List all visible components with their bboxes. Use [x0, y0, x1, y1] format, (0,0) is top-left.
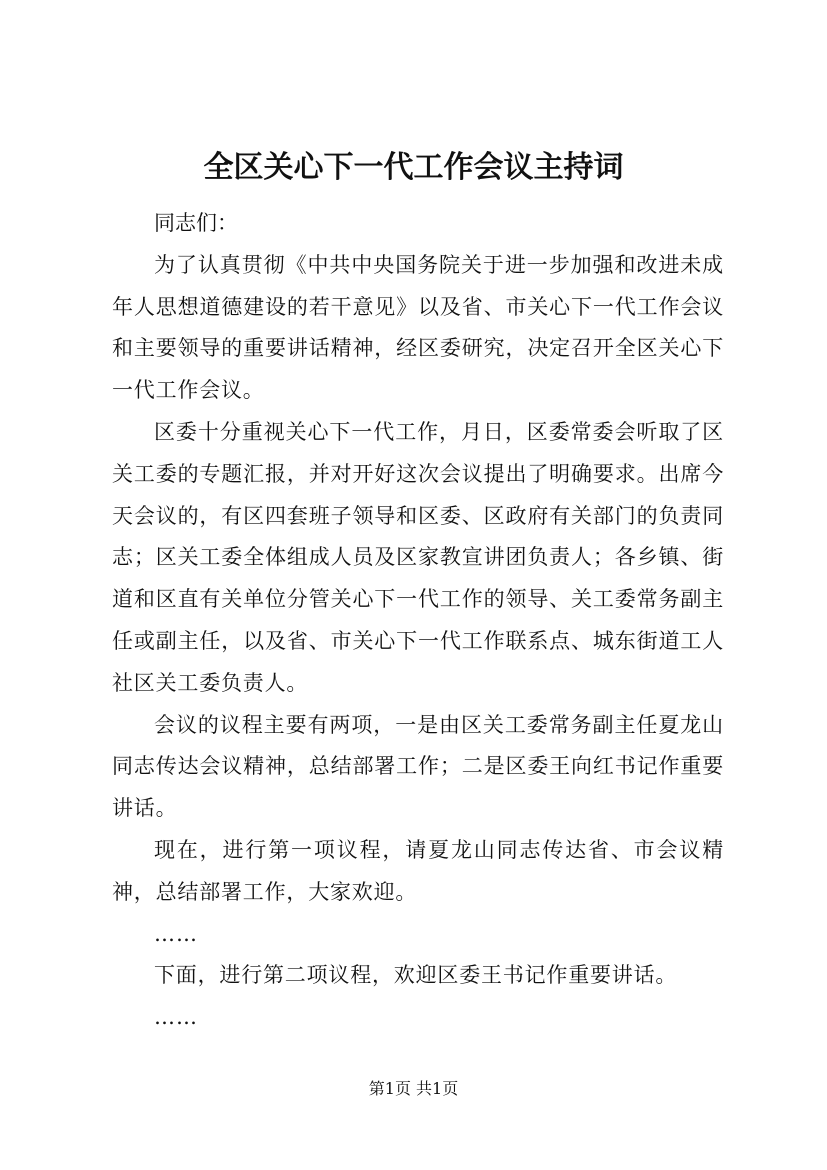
ellipsis-2: ……	[154, 1005, 198, 1030]
paragraph-5: 下面，进行第二项议程，欢迎区委王书记作重要讲话。	[154, 963, 678, 988]
salutation: 同志们：	[154, 211, 238, 235]
paragraph-3: 会议的议程主要有两项，一是由区关工委常务副主任夏龙山同志传达会议精神，总结部署工作；二是区委王向红书记作重要讲话。	[112, 712, 724, 821]
page-number-footer: 第1页 共1页	[368, 1079, 459, 1098]
ellipsis-1: ……	[154, 921, 198, 946]
document-title: 全区关心下一代工作会议主持词	[203, 150, 624, 185]
document-body	[112, 203, 724, 1039]
paragraph-2: 区委十分重视关心下一代工作，月日，区委常委会听取了区关工委的专题汇报，并对开好这次会议提出了明确要求。出席今天会议的，有区四套班子领导和区委、区政府有关部门的负责同志；区关工委全体组成人员及区家教宣讲团负责人；各乡镇、街道和区直有关单位分管关心下一代工作的领导、关工委常务副主任或副主任，以及省、市关心下一代工作联系点、城东街道工人社区关工委负责人。	[112, 419, 724, 695]
paragraph-4: 现在，进行第一项议程，请夏龙山同志传达省、市会议精神，总结部署工作，大家欢迎。	[112, 837, 724, 904]
paragraph-1: 为了认真贯彻《中共中央国务院关于进一步加强和改进未成年人思想道德建设的若干意见》以及省、市关心下一代工作会议和主要领导的重要讲话精神，经区委研究，决定召开全区关心下一代工作会议。	[112, 252, 724, 403]
